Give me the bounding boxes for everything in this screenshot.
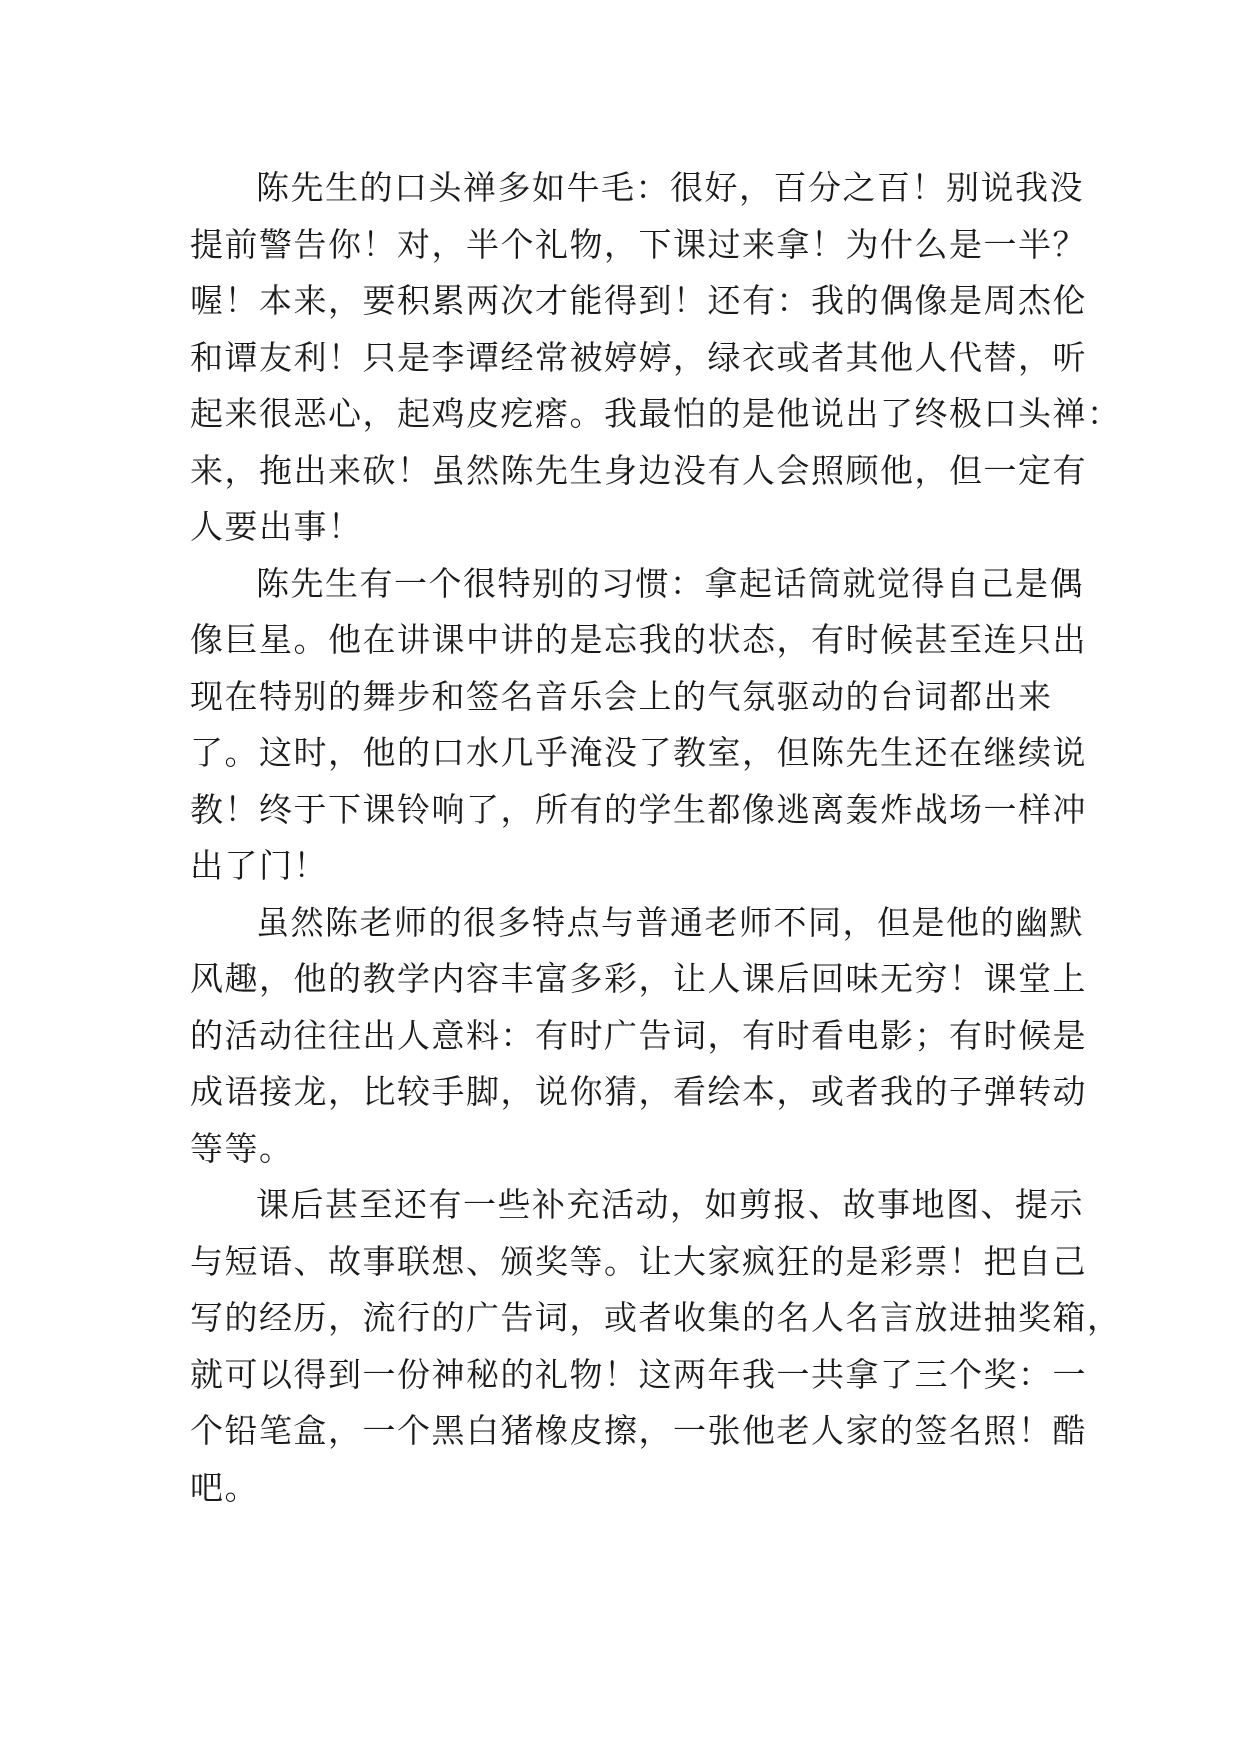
paragraph-line: 就可以得到一份神秘的礼物！这两年我一共拿了三个奖：一 — [190, 1354, 1087, 1394]
paragraph-line: 吧。 — [190, 1467, 259, 1507]
paragraph-3 — [190, 895, 1087, 1178]
paragraph-line: 起来很恶心，起鸡皮疙瘩。我最怕的是他说出了终极口头禅： — [190, 394, 1122, 433]
paragraph-line: 人要出事！ — [190, 507, 363, 546]
paragraph-line: 提前警告你！对，半个礼物，下课过来拿！为什么是一半？ — [190, 224, 1087, 264]
paragraph-line: 喔！本来，要积累两次才能得到！还有：我的偶像是周杰伦 — [190, 281, 1087, 320]
paragraph-line: 风趣，他的教学内容丰富多彩，让人课后回味无穷！课堂上 — [190, 959, 1087, 998]
paragraph-line: 与短语、故事联想、颁奖等。让大家疯狂的是彩票！把自己 — [190, 1241, 1087, 1281]
paragraph-line: 出了门！ — [190, 846, 328, 885]
paragraph-line: 现在特别的舞步和签名音乐会上的气氛驱动的台词都出来 — [190, 676, 1053, 716]
paragraph-line: 陈先生有一个很特别的习惯：拿起话筒就觉得自己是偶 — [256, 563, 1084, 603]
paragraph-line: 个铅笔盒，一个黑白猪橡皮擦，一张他老人家的签名照！酷 — [190, 1411, 1087, 1450]
paragraph-line: 像巨星。他在讲课中讲的是忘我的状态，有时候甚至连只出 — [190, 620, 1087, 659]
paragraph-line: 成语接龙，比较手脚，说你猜，看绘本，或者我的子弹转动 — [190, 1072, 1087, 1111]
paragraph-line: 写的经历，流行的广告词，或者收集的名人名言放进抽奖箱， — [190, 1298, 1122, 1337]
paragraph-line: 陈先生的口头禅多如牛毛：很好，百分之百！别说我没 — [256, 168, 1084, 207]
paragraph-line: 来，拖出来砍！虽然陈先生身边没有人会照顾他，但一定有 — [190, 450, 1087, 490]
paragraph-line: 课后甚至还有一些补充活动，如剪报、故事地图、提示 — [256, 1185, 1084, 1224]
article-body — [190, 160, 1122, 1516]
paragraph-2 — [190, 556, 1087, 895]
paragraph-line: 教！终于下课铃响了，所有的学生都像逃离轰炸战场一样冲 — [190, 789, 1087, 829]
paragraph-1 — [190, 160, 1122, 556]
paragraph-line: 的活动往往出人意料：有时广告词，有时看电影；有时候是 — [190, 1015, 1087, 1055]
paragraph-line: 了。这时，他的口水几乎淹没了教室，但陈先生还在继续说 — [190, 733, 1087, 772]
paragraph-line: 等等。 — [190, 1128, 294, 1168]
paragraph-line: 和谭友利！只是李谭经常被婷婷，绿衣或者其他人代替，听 — [190, 337, 1087, 377]
paragraph-4 — [190, 1177, 1122, 1516]
paragraph-line: 虽然陈老师的很多特点与普通老师不同，但是他的幽默 — [256, 902, 1084, 942]
